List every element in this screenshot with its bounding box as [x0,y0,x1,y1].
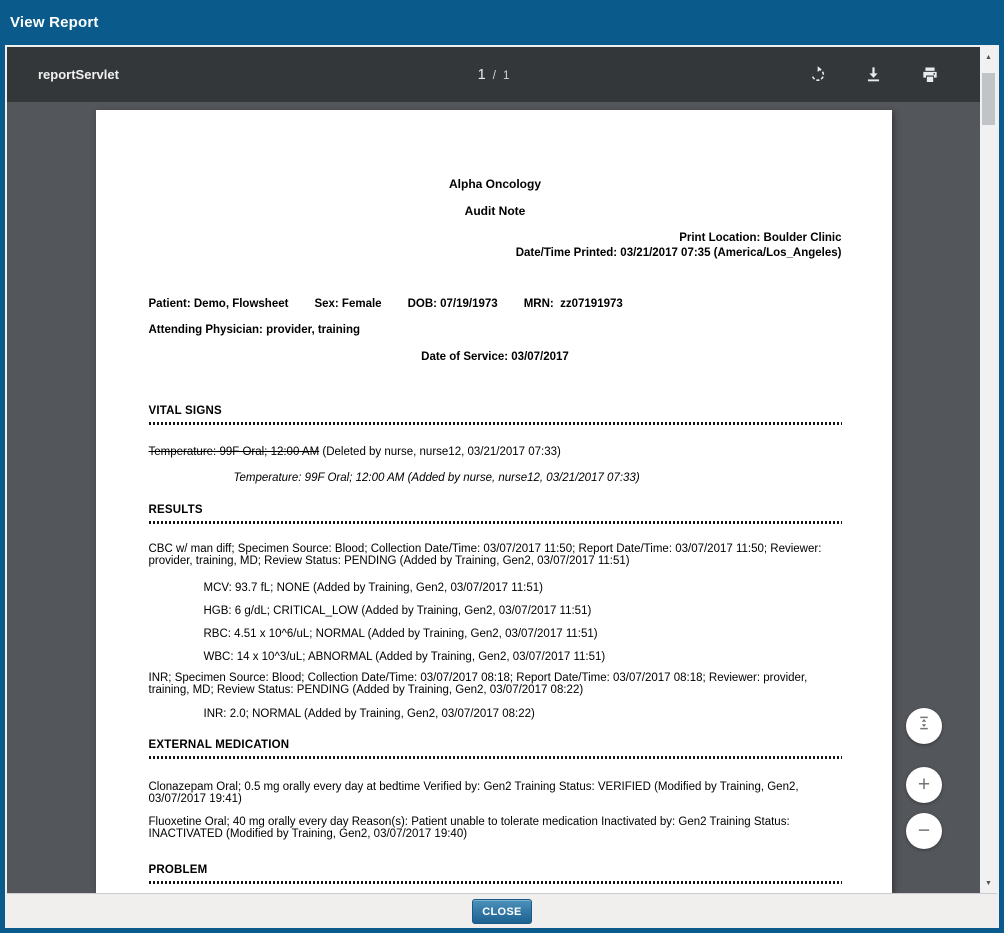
pdf-content-column [7,47,980,893]
dialog-footer [7,893,997,928]
section-rule [149,521,842,524]
page-indicator [478,67,510,83]
cbc-summary: CBC w/ man diff; Specimen Source: Blood; Collection Date/Time: 03/07/2017 11:50; Report Date/Time: 03/07/2017 11:50; Reviewer: provider, training, MD; Review Status: PENDING (Added by Training, Gen2, 03/07/2017 11:51) [148,543,822,567]
document-note-type: Audit Note [464,204,526,218]
result-component-wbc: WBC: 14 x 10^3/uL; ABNORMAL (Added by Training, Gen2, 03/07/2017 11:51) [203,651,606,663]
zoom-in-button[interactable] [906,767,942,803]
print-icon [920,73,940,88]
patient-dob: DOB: 07/19/1973 [407,298,498,310]
close-button[interactable]: CLOSE [472,899,531,924]
scroll-down-arrow-icon[interactable]: ▼ [985,879,992,887]
vital-deleted-note: (Deleted by nurse, nurse12, 03/21/2017 07:33) [319,446,561,458]
pdf-viewport[interactable] [7,102,980,893]
scroll-up-arrow-icon[interactable]: ▲ [985,53,992,61]
patient-sex: Sex: Female [314,298,382,310]
dialog-title: View Report [10,14,99,31]
vital-deleted-text: Temperature: 99F Oral; 12:00 AM [148,446,320,458]
patient-mrn: MRN: zz07191973 [523,298,623,310]
date-of-service: Date of Service: 03/07/2017 [421,351,569,363]
section-title-results: RESULTS [148,504,203,516]
vertical-scrollbar[interactable] [980,47,997,893]
zoom-out-button[interactable] [906,813,942,849]
current-page-input[interactable]: 1 [477,66,486,83]
attending-physician: Attending Physician: provider, training [148,324,360,336]
fit-to-page-icon [915,714,933,738]
dialog-titlebar [0,0,1004,45]
medication-entry-clonazepam: Clonazepam Oral; 0.5 mg orally every day at bedtime Verified by: Gen2 Training Status: VERIFIED (Modified by Training, Gen2, 03/07/2017 19:41) [148,781,799,805]
document-page [96,110,892,893]
download-icon [864,72,883,87]
patient-demographics [149,298,842,310]
vital-added-entry: Temperature: 99F Oral; 12:00 AM (Added by nurse, nurse12, 03/21/2017 07:33) [233,472,640,484]
zoom-out-icon: − [917,819,931,842]
inr-summary: INR; Specimen Source: Blood; Collection Date/Time: 03/07/2017 08:18; Report Date/Time: 03/07/2017 08:18; Reviewer: provider, training, MD; Review Status: PENDING (Added by Training, Gen2, 03/07/2017 08:22) [148,672,808,696]
print-button[interactable] [920,65,940,85]
result-component-inr: INR: 2.0; NORMAL (Added by Training, Gen2, 03/07/2017 08:22) [203,708,535,720]
rotate-icon [808,72,827,87]
total-pages: 1 [502,69,510,82]
pdf-toolbar-title: reportServlet [38,67,119,82]
section-rule [149,422,842,425]
medication-entry-fluoxetine: Fluoxetine Oral; 40 mg orally every day Reason(s): Patient unable to tolerate medication Inactivated by: Gen2 Training Status: INACTIVATED (Modified by Training, Gen2, 03/07/2017 19:40) [148,816,790,840]
rotate-button[interactable] [808,65,827,84]
document-organization: Alpha Oncology [448,177,541,191]
section-rule [149,881,842,884]
scrollbar-thumb[interactable] [982,73,995,125]
print-location: Print Location: Boulder Clinic [679,232,842,244]
zoom-in-icon: + [917,773,931,796]
vital-deleted-entry [149,446,842,458]
printed-datetime: Date/Time Printed: 03/21/2017 07:35 (America/Los_Angeles) [515,247,842,259]
download-button[interactable] [864,65,883,84]
patient-name: Patient: Demo, Flowsheet [148,298,289,310]
page-separator: / [492,69,496,82]
toolbar-actions [808,65,940,85]
section-title-external-medication: EXTERNAL MEDICATION [148,739,290,751]
result-component-rbc: RBC: 4.51 x 10^6/uL; NORMAL (Added by Training, Gen2, 03/07/2017 11:51) [203,628,598,640]
result-component-mcv: MCV: 93.7 fL; NONE (Added by Training, Gen2, 03/07/2017 11:51) [203,582,543,594]
result-component-hgb: HGB: 6 g/dL; CRITICAL_LOW (Added by Training, Gen2, 03/07/2017 11:51) [203,605,592,617]
section-title-vital-signs: VITAL SIGNS [148,405,222,417]
pdf-viewer-frame [5,45,999,928]
pdf-main-row [7,47,997,893]
print-info-block [149,231,842,261]
section-title-problem: PROBLEM [148,864,208,876]
section-rule [149,756,842,759]
fit-to-page-button[interactable] [906,708,942,744]
pdf-toolbar [7,47,980,102]
